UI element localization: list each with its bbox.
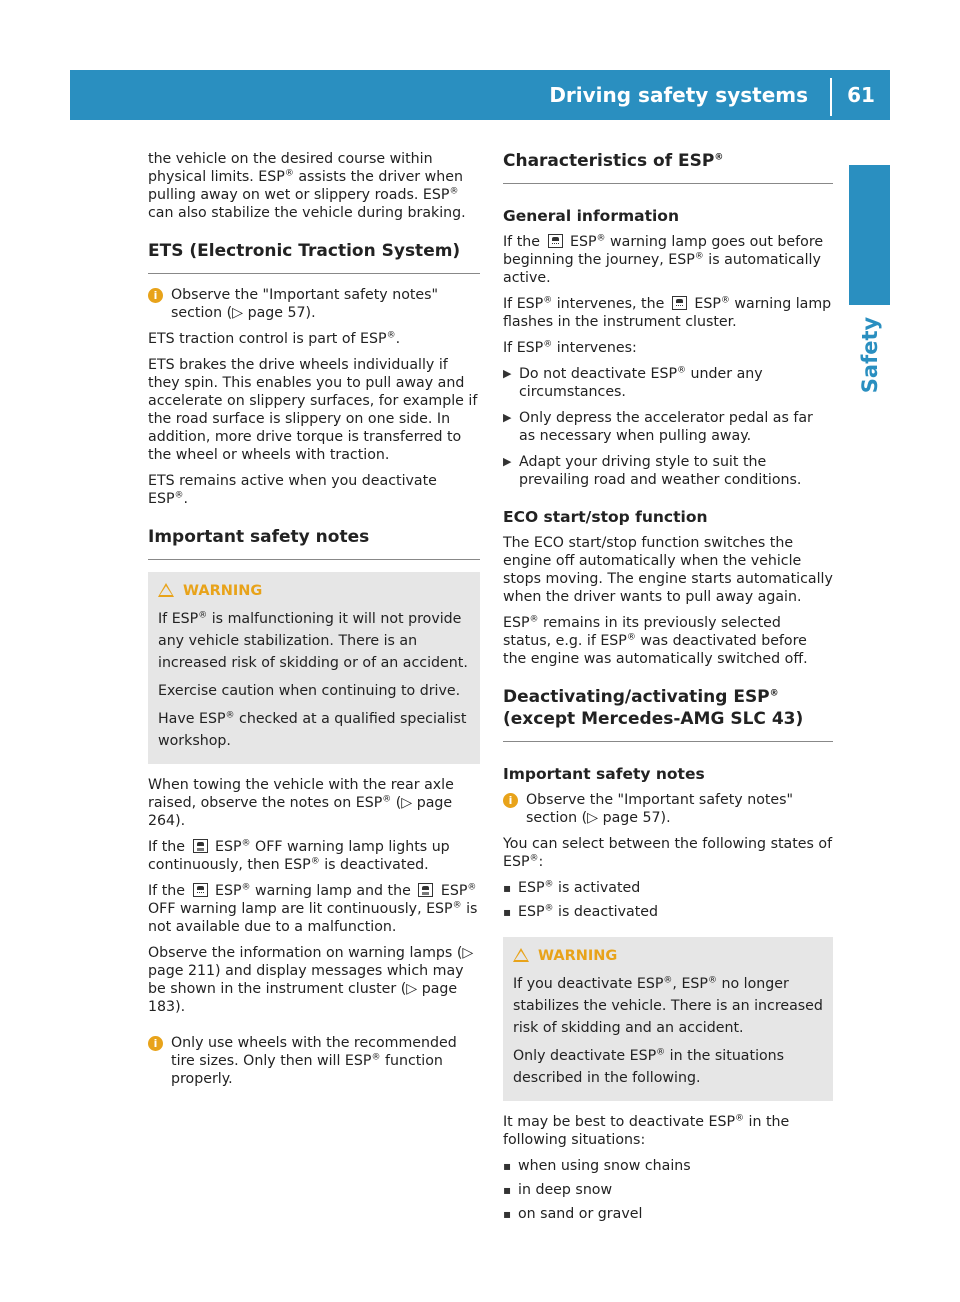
situations-paragraph: It may be best to deactivate ESP® in the following situations:: [503, 1113, 790, 1148]
list-item: [503, 903, 833, 921]
ets-paragraph: ETS brakes the drive wheels individually if they spin. This enables you to pull away and accelerate on slippery surfaces, for example if the road surface is slippery on one side. In addition, more drive torque is transferred to the wheel or wheels with traction.: [148, 357, 478, 463]
warning-text: Have ESP® checked at a qualified specialist workshop.: [158, 710, 467, 749]
warning-heading: [158, 580, 470, 602]
warning-text: If you deactivate ESP®, ESP® no longer stabilizes the vehicle. There is an increased risk of skidding and an accident.: [513, 975, 823, 1036]
info-icon: i: [503, 793, 518, 808]
list-item-text: in deep snow: [518, 1182, 613, 1198]
warning-triangle-icon: [158, 583, 174, 597]
bullet-icon: ▪: [503, 1183, 512, 1197]
side-tab-marker: [849, 165, 890, 305]
info-icon: i: [148, 1036, 163, 1051]
states-paragraph: You can select between the following states of ESP®:: [503, 836, 833, 870]
subheading-general: General information: [503, 207, 679, 225]
instruction-step: [503, 453, 833, 489]
eco-paragraph: ESP® remains in its previously selected status, e.g. if ESP® was deactivated before the engine was automatically switched off.: [503, 614, 808, 667]
text-segment: ESP® warning lamp and the: [215, 882, 411, 899]
list-item: [503, 1157, 833, 1175]
warning-heading: [513, 945, 823, 967]
general-paragraph: If ESP® intervenes:: [503, 339, 637, 356]
esp-off-warning-lamp-icon: [193, 839, 208, 853]
esp-warning-lamp-icon: [548, 234, 563, 248]
text-segment: If the: [148, 839, 185, 855]
warning-triangle-icon: [513, 948, 529, 962]
section-heading-deactivating: Deactivating/activating ESP® (except Mercedes-AMG SLC 43): [503, 686, 833, 742]
info-icon: i: [148, 288, 163, 303]
arrow-right-icon: ▶: [503, 367, 512, 380]
list-item-text: ESP® is deactivated: [518, 903, 659, 920]
list-item: [503, 1181, 833, 1199]
text-segment: ESP® OFF warning lamp lights up continuously, then ESP® is deactivated.: [148, 838, 450, 873]
section-heading-ets: ETS (Electronic Traction System): [148, 240, 480, 274]
list-item: [503, 1205, 833, 1223]
text-segment: ESP® warning lamp goes out before beginning the journey, ESP® is automatically active.: [503, 233, 824, 286]
text-segment: If ESP® intervenes, the: [503, 295, 665, 312]
info-text: Observe the "Important safety notes" section (▷ page 57).: [526, 792, 794, 826]
page-number: 61: [847, 83, 875, 107]
bullet-icon: ▪: [503, 1159, 512, 1173]
subheading-safety: Important safety notes: [503, 765, 705, 783]
observe-paragraph: Observe the information on warning lamps (▷ page 211) and display messages which may be shown in the instrument cluster (▷ page 183).: [148, 945, 474, 1015]
subheading-eco: ECO start/stop function: [503, 508, 708, 526]
list-item-text: on sand or gravel: [518, 1206, 643, 1222]
text-segment: ESP® OFF warning lamp are lit continuously, ESP® is not available due to a malfunction.: [148, 882, 478, 935]
warning-text: Exercise caution when continuing to drive.: [158, 683, 461, 699]
general-paragraph: [503, 295, 833, 331]
header-bar: [70, 70, 890, 120]
warning-text: Only deactivate ESP® in the situations described in the following.: [513, 1047, 785, 1086]
list-item-text: ESP® is activated: [518, 879, 641, 896]
bullet-icon: ▪: [503, 881, 512, 895]
ets-paragraph: ETS traction control is part of ESP®.: [148, 330, 401, 347]
section-heading-characteristics: Characteristics of ESP®: [503, 150, 833, 184]
esp-malfunction-paragraph: [148, 882, 480, 936]
list-item: [503, 879, 833, 897]
step-text: Adapt your driving style to suit the prevailing road and weather conditions.: [519, 454, 802, 488]
step-text: Do not deactivate ESP® under any circumstances.: [519, 365, 763, 400]
instruction-step: [503, 365, 833, 401]
instruction-step: [503, 409, 833, 445]
bullet-icon: ▪: [503, 1207, 512, 1221]
side-tab-label: Safety: [858, 316, 882, 394]
warning-label: WARNING: [538, 948, 618, 964]
warning-box: [148, 572, 480, 764]
arrow-right-icon: ▶: [503, 411, 512, 424]
bullet-icon: ▪: [503, 905, 512, 919]
info-text: Only use wheels with the recommended tire sizes. Only then will ESP® function properly.: [171, 1035, 457, 1087]
text-segment: If the: [148, 883, 185, 899]
info-note: [503, 791, 833, 827]
esp-warning-lamp-icon: [672, 296, 687, 310]
esp-off-paragraph: [148, 838, 480, 874]
warning-label: WARNING: [183, 583, 263, 599]
section-heading-safety: Important safety notes: [148, 526, 480, 560]
list-item-text: when using snow chains: [518, 1158, 691, 1174]
general-paragraph: [503, 233, 833, 287]
text-segment: If the: [503, 234, 540, 250]
info-note: [148, 286, 480, 322]
esp-warning-lamp-icon: [193, 883, 208, 897]
page-header-title: Driving safety systems: [549, 83, 808, 107]
step-text: Only depress the accelerator pedal as far as necessary when pulling away.: [519, 410, 813, 444]
text-segment: ESP® warning lamp flashes in the instrument cluster.: [503, 295, 832, 330]
side-tab: [848, 312, 892, 398]
warning-text: If ESP® is malfunctioning it will not provide any vehicle stabilization. There is an increased risk of skidding or of an accident.: [158, 610, 468, 671]
esp-off-warning-lamp-icon: [418, 883, 433, 897]
eco-paragraph: The ECO start/stop function switches the engine off automatically when the vehicle stops moving. The engine starts automatically when the driver wants to pull away again.: [503, 535, 833, 605]
left-column: [148, 150, 480, 1096]
info-note: [148, 1034, 480, 1088]
arrow-right-icon: ▶: [503, 455, 512, 468]
warning-box: [503, 937, 833, 1101]
ets-paragraph: ETS remains active when you deactivate ESP®.: [148, 473, 437, 507]
intro-paragraph: the vehicle on the desired course within physical limits. ESP® assists the driver when pulling away on wet or slippery roads. ESP® can also stabilize the vehicle during braking.: [148, 151, 466, 221]
towing-paragraph: When towing the vehicle with the rear axle raised, observe the notes on ESP® (▷ page 264).: [148, 777, 454, 829]
info-text: Observe the "Important safety notes" section (▷ page 57).: [171, 287, 439, 321]
right-column: [503, 150, 833, 1229]
